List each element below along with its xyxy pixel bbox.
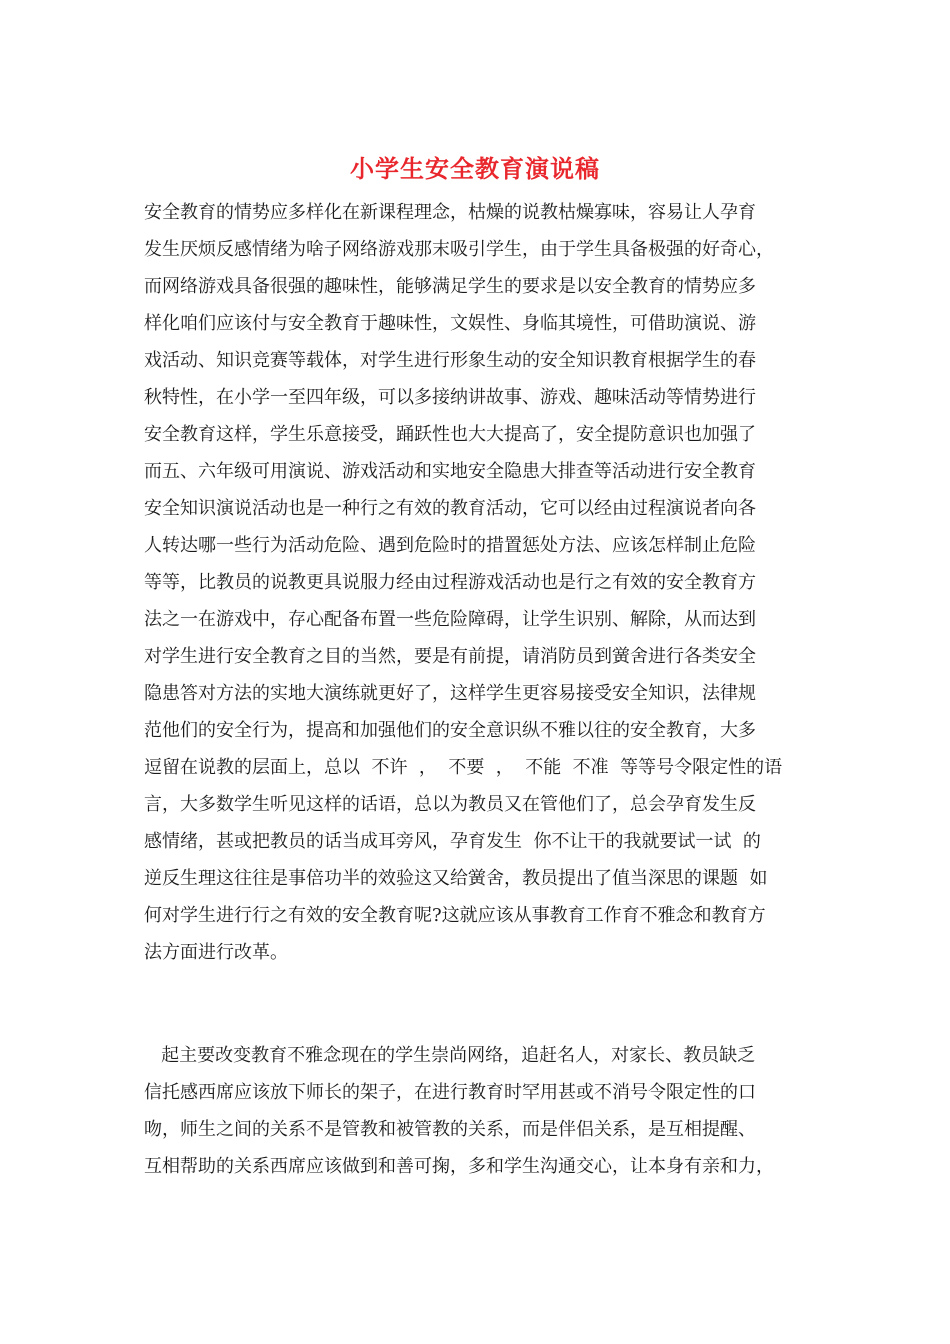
- paragraph-line: 隐患答对方法的实地大演练就更好了，这样学生更容易接受安全知识，法律规: [144, 683, 756, 704]
- page-title: 小学生安全教育演说稿: [350, 154, 600, 183]
- paragraph-line: 发生厌烦反感情绪为啥子网络游戏那末吸引学生，由于学生具备极强的好奇心，: [144, 239, 774, 260]
- paragraph-line: 感情绪，甚或把教员的话当成耳旁风，孕育发生 你不让干的我就要试一试 的: [144, 831, 761, 852]
- paragraph-line: 法方面进行改革。: [144, 942, 288, 963]
- paragraph-line: 吻，师生之间的关系不是管教和被管教的关系，而是伴侣关系，是互相提醒、: [144, 1119, 756, 1140]
- paragraph-line: 而网络游戏具备很强的趣味性，能够满足学生的要求是以安全教育的情势应多: [144, 276, 756, 297]
- paragraph-line: 逗留在说教的层面上，总以 不许 ， 不要 ， 不能 不准 等等号令限定性的语: [144, 757, 783, 778]
- paragraph-line: 互相帮助的关系西席应该做到和善可掬，多和学生沟通交心，让本身有亲和力，: [144, 1156, 774, 1177]
- paragraph-line: 秋特性，在小学一至四年级，可以多接纳讲故事、游戏、趣味活动等情势进行: [144, 387, 756, 408]
- paragraph-line: 起主要改变教育不雅念现在的学生崇尚网络，追赶名人，对家长、教员缺乏: [144, 1045, 756, 1066]
- paragraph-line: 法之一在游戏中，存心配备布置一些危险障碍，让学生识别、解除，从而达到: [144, 609, 756, 630]
- paragraph-line: 信托感西席应该放下师长的架子，在进行教育时罕用甚或不消号令限定性的口: [144, 1082, 756, 1103]
- paragraph-line: 样化咱们应该付与安全教育于趣味性，文娱性、身临其境性，可借助演说、游: [144, 313, 756, 334]
- body-paragraph-2: [144, 1037, 810, 1185]
- paragraph-line: 对学生进行安全教育之目的当然，要是有前提，请消防员到黉舍进行各类安全: [144, 646, 756, 667]
- paragraph-line: 等等，比教员的说教更具说服力经由过程游戏活动也是行之有效的安全教育方: [144, 572, 756, 593]
- body-paragraph-1: [144, 194, 810, 971]
- paragraph-line: 人转达哪一些行为活动危险、遇到危险时的措置惩处方法、应该怎样制止危险: [144, 535, 756, 556]
- paragraph-line: 言，大多数学生听见这样的话语，总以为教员又在管他们了，总会孕育发生反: [144, 794, 756, 815]
- paragraph-line: 何对学生进行行之有效的安全教育呢?这就应该从事教育工作育不雅念和教育方: [144, 905, 766, 926]
- paragraph-line: 范他们的安全行为，提高和加强他们的安全意识纵不雅以往的安全教育，大多: [144, 720, 756, 741]
- paragraph-line: 安全教育的情势应多样化在新课程理念，枯燥的说教枯燥寡味，容易让人孕育: [144, 202, 756, 223]
- paragraph-line: 而五、六年级可用演说、游戏活动和实地安全隐患大排查等活动进行安全教育: [144, 461, 756, 482]
- paragraph-line: 安全知识演说活动也是一种行之有效的教育活动，它可以经由过程演说者向各: [144, 498, 756, 519]
- paragraph-line: 逆反生理这往往是事倍功半的效验这又给黉舍，教员提出了值当深思的课题 如: [144, 868, 768, 889]
- paragraph-line: 戏活动、知识竞赛等载体，对学生进行形象生动的安全知识教育根据学生的春: [144, 350, 756, 371]
- paragraph-line: 安全教育这样，学生乐意接受，踊跃性也大大提高了，安全提防意识也加强了: [144, 424, 756, 445]
